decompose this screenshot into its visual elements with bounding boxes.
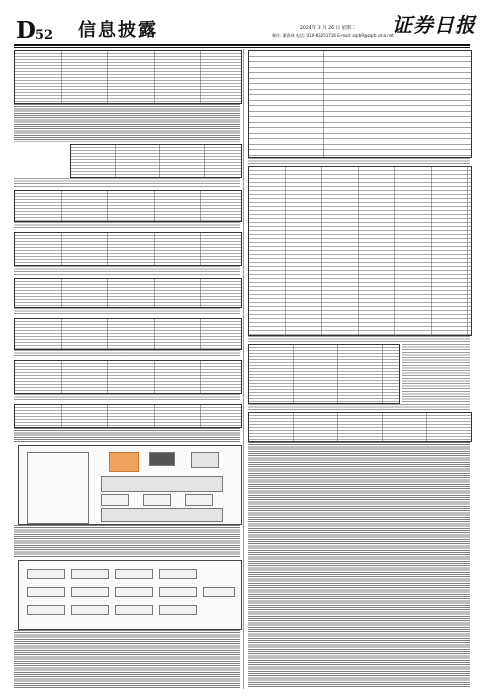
product-figure: [18, 445, 242, 525]
column-separator: [243, 49, 244, 689]
product-image-3: [143, 494, 171, 506]
flow-box: [159, 569, 197, 579]
figure-desc-row-2: [101, 508, 223, 522]
flow-box: [27, 605, 65, 615]
editor-contact-line: 制作: 董春林 电话: 010-83251716 E-mail: zqrb9@zqrb.sina.net: [272, 33, 394, 38]
flow-box: [115, 605, 153, 615]
flow-box: [203, 587, 235, 597]
flow-box: [115, 569, 153, 579]
flow-box: [27, 587, 65, 597]
newspaper-logo: 证券日报: [392, 13, 476, 37]
left-text-block-5: [14, 308, 240, 316]
asset-table: [248, 412, 472, 442]
product-image-2: [101, 494, 129, 506]
indicator-table: [14, 318, 242, 350]
left-text-block-8: [14, 428, 240, 442]
product-image-connector: [191, 452, 219, 468]
figure-row-labels: [27, 452, 89, 524]
left-text-block-2: [14, 178, 240, 188]
flow-box: [71, 569, 109, 579]
flow-box: [115, 587, 153, 597]
masthead: [0, 0, 484, 46]
right-text-block-3: [248, 404, 470, 410]
rating-table: [14, 404, 242, 428]
right-side-note: [402, 344, 470, 402]
masthead-rule-thin: [14, 47, 470, 48]
right-text-block-2: [248, 336, 470, 342]
left-text-block-7: [14, 394, 240, 402]
disclosure-items-table: [248, 50, 472, 158]
left-text-block-3: [14, 222, 240, 230]
segment-table: [14, 360, 242, 394]
company-info-table: [14, 50, 242, 104]
section-title: 信息披露: [78, 20, 158, 41]
financial-summary-table: [70, 144, 242, 178]
left-text-block-4: [14, 266, 240, 276]
flow-box: [159, 587, 197, 597]
product-image-cable: [109, 452, 139, 472]
page-letter: D: [16, 17, 36, 44]
page-number: 52: [35, 28, 54, 43]
right-text-block-4: [248, 442, 470, 688]
flow-box: [27, 569, 65, 579]
flow-diagram: [18, 560, 242, 630]
right-text-block-1: [248, 158, 470, 164]
shareholder-table: [14, 232, 242, 266]
flow-box: [159, 605, 197, 615]
product-image-module: [149, 452, 175, 466]
bond-info-table: [14, 278, 242, 308]
left-text-block-1: [14, 104, 240, 142]
left-text-block-9: [14, 525, 240, 557]
quarterly-data-table: [14, 190, 242, 222]
publication-date: 2024年 3 月 26 日 星期二: [300, 26, 356, 31]
investment-table: [248, 344, 400, 404]
masthead-rule: [14, 44, 470, 46]
flow-box: [71, 605, 109, 615]
product-image-4: [185, 494, 213, 506]
figure-desc-row: [101, 476, 223, 492]
left-text-block-6: [14, 350, 240, 358]
subsidiary-list-table: [248, 166, 472, 336]
left-text-block-10: [14, 630, 240, 688]
flow-box: [71, 587, 109, 597]
